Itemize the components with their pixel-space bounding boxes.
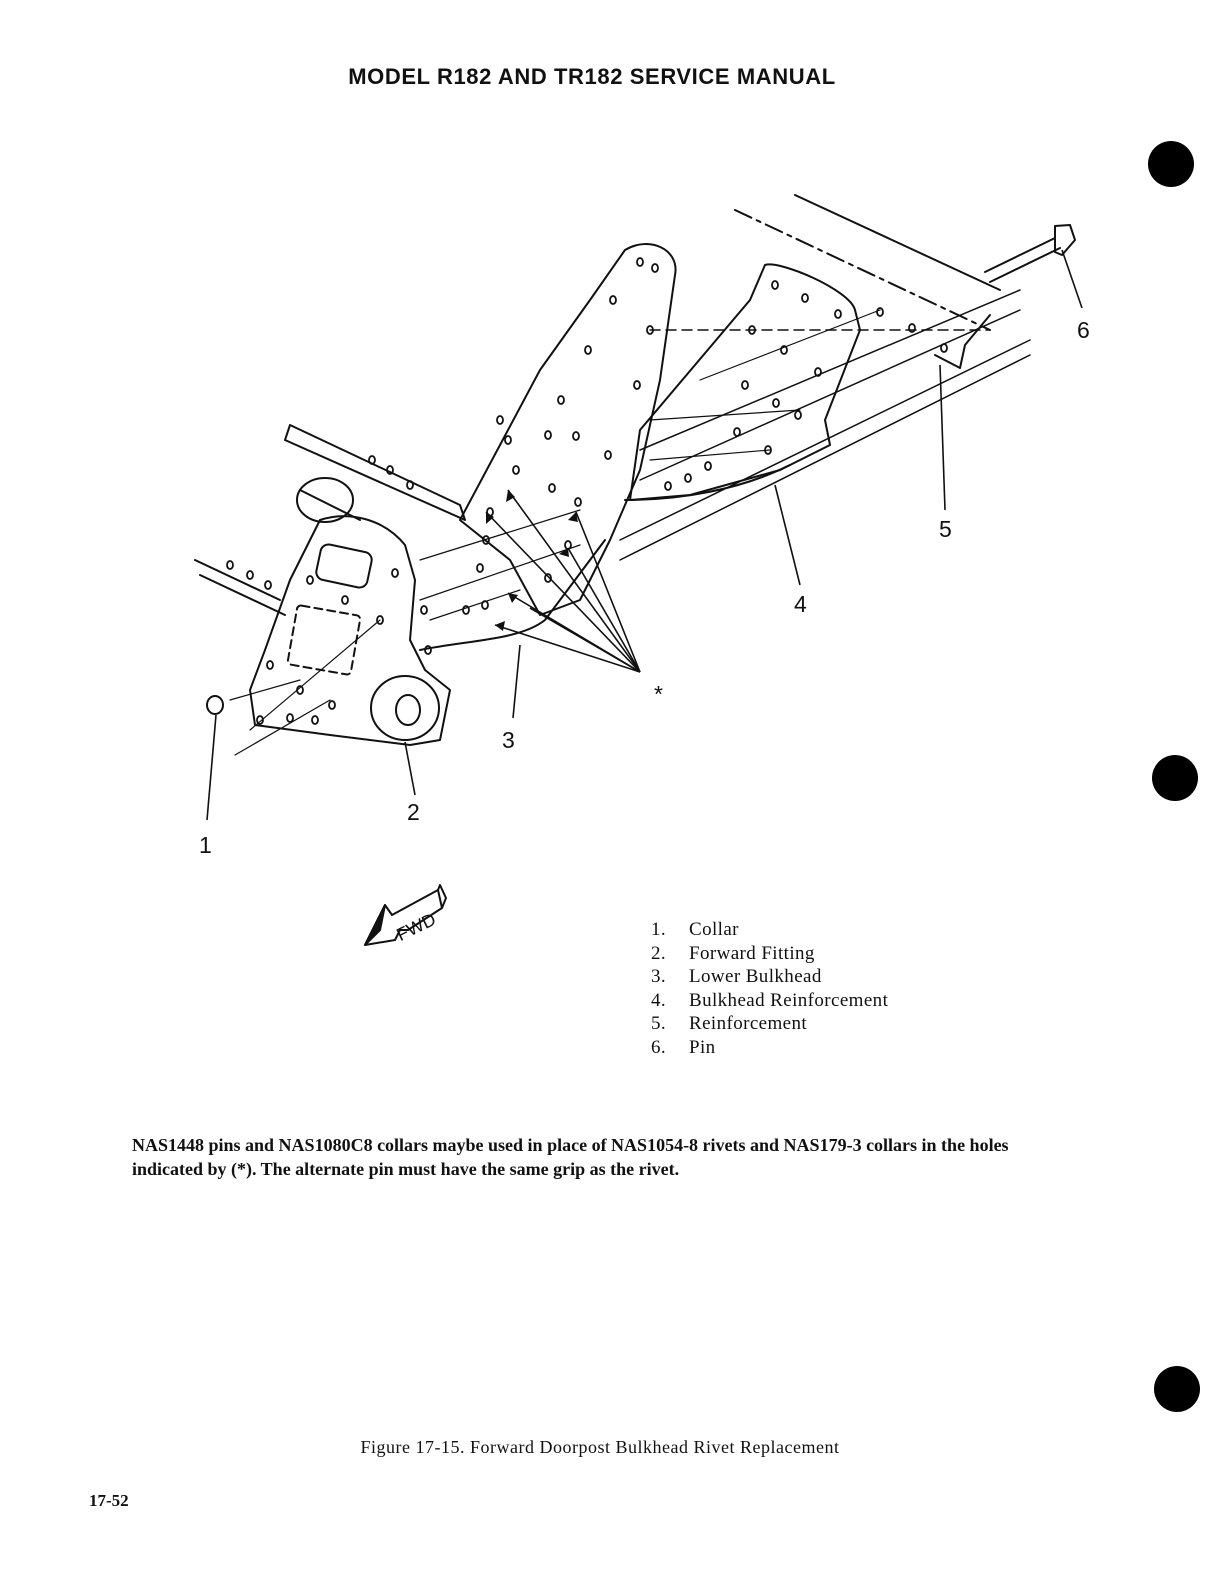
legend-item: 5. Reinforcement <box>651 1013 808 1035</box>
callout-asterisk: * <box>654 681 663 707</box>
left-longeron <box>285 425 465 520</box>
leader-3 <box>513 645 520 718</box>
legend-item: 6. Pin <box>651 1036 716 1058</box>
legend-item: 3. Lower Bulkhead <box>651 966 822 988</box>
legend-item: 4. Bulkhead Reinforcement <box>651 989 889 1011</box>
leader-1 <box>207 715 216 820</box>
page-header: MODEL R182 AND TR182 SERVICE MANUAL <box>348 64 836 89</box>
collar <box>207 696 223 714</box>
callout-1: 1 <box>199 832 212 858</box>
legend-item: 1. Collar <box>651 919 739 940</box>
callout-2: 2 <box>407 799 420 825</box>
rear-stringer <box>640 290 1020 450</box>
leader-5 <box>940 365 945 510</box>
leader-2 <box>405 742 415 795</box>
left-longeron <box>200 575 285 615</box>
parts-legend <box>651 918 888 1060</box>
page-number: 17-52 <box>89 1491 129 1510</box>
fitting-lug-hole <box>396 695 420 725</box>
reinforcement <box>630 264 860 500</box>
rear-stringer <box>795 195 1000 290</box>
rear-stringer <box>620 340 1030 540</box>
fwd-arrow <box>365 885 446 945</box>
lower-bulkhead <box>460 244 676 615</box>
fitting-slot <box>315 543 373 589</box>
fitting-lug <box>371 676 439 740</box>
callout-4: 4 <box>794 591 807 617</box>
leader-4 <box>775 485 800 585</box>
callout-6: 6 <box>1077 317 1090 343</box>
callout-3: 3 <box>502 727 515 753</box>
leader-6 <box>1062 250 1082 308</box>
legend-item: 2. Forward Fitting <box>651 942 815 964</box>
pin-head <box>1055 225 1075 255</box>
callout-5: 5 <box>939 516 952 542</box>
asterisk-leaders <box>486 490 640 672</box>
fwd-label: FWD <box>393 909 439 945</box>
left-longeron <box>195 560 280 600</box>
figure-caption: Figure 17-15. Forward Doorpost Bulkhead Rivet Replacement <box>360 1437 840 1457</box>
fitting-window <box>287 605 360 675</box>
rear-stringer <box>735 210 990 330</box>
alternate-fastener-note: NAS1448 pins and NAS1080C8 collars maybe used in place of NAS1054-8 rivets and NAS179-3 collars in the holes indicated by (*). The alternate pin must have the same grip as the rivet. <box>132 1135 1009 1179</box>
